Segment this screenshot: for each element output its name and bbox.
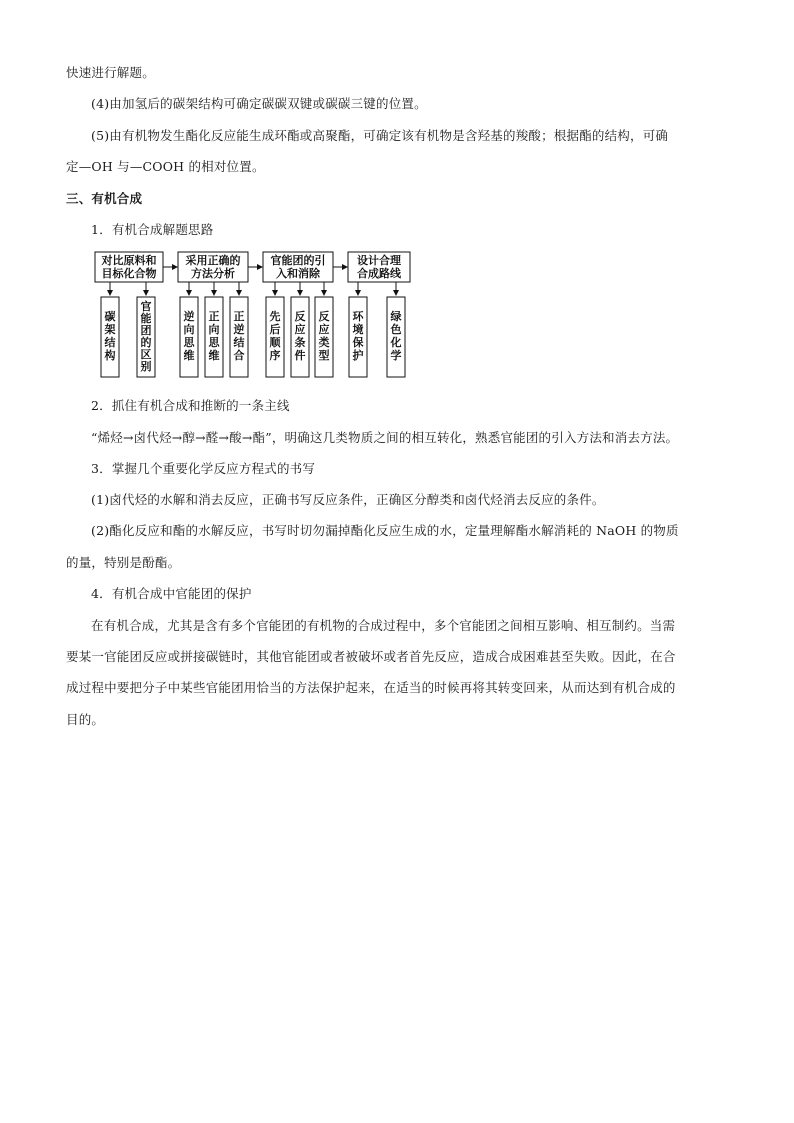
flow-step-2 [178, 252, 248, 282]
svg-text:的: 的 [140, 336, 152, 349]
svg-text:保: 保 [352, 336, 364, 349]
svg-text:化: 化 [390, 336, 402, 349]
svg-text:能: 能 [140, 312, 152, 325]
item-2-heading: 2．抓住有机合成和推断的一条主线 [91, 398, 290, 413]
flow-step-4-line2: 合成路线 [357, 267, 401, 280]
item-3-sub-2-line1: (2)酯化反应和酯的水解反应，书写时切勿漏掉酯化反应生成的水，定量理解酯水解消耗的 NaOH 的物质 [91, 523, 679, 538]
svg-text:型: 型 [318, 349, 330, 362]
svg-text:学: 学 [390, 349, 402, 362]
section-heading: 三、有机合成 [66, 191, 143, 206]
svg-text:件: 件 [294, 349, 306, 362]
svg-text:区: 区 [140, 348, 152, 361]
flow-step-1 [95, 252, 163, 282]
svg-text:结: 结 [233, 336, 245, 349]
svg-text:维: 维 [183, 349, 195, 362]
svg-text:思: 思 [183, 336, 195, 349]
flow-step-2-line2: 方法分析 [191, 267, 235, 280]
paragraph-item-5-line1: (5)由有机物发生酯化反应能生成环酯或高聚酯，可确定该有机物是含羟基的羧酸；根据酯的结构，可确 [91, 128, 669, 143]
svg-text:正: 正 [208, 310, 220, 323]
svg-text:官: 官 [140, 300, 152, 313]
svg-text:逆: 逆 [183, 310, 195, 323]
sub-box-order [266, 282, 284, 377]
svg-text:境: 境 [352, 323, 364, 336]
svg-text:序: 序 [269, 349, 281, 362]
item-4-line2: 要某一官能团反应或拼接碳链时，其他官能团或者被破坏或者首先反应，造成合成困难甚至失败。因此，在合 [66, 649, 676, 664]
flow-step-2-line1: 采用正确的 [185, 254, 241, 267]
sub-box-green-chemistry [387, 282, 405, 377]
svg-text:顺: 顺 [269, 336, 281, 349]
svg-text:护: 护 [352, 349, 364, 362]
svg-text:正: 正 [233, 310, 245, 323]
item-3-sub-2-line2: 的量，特别是酚酯。 [66, 555, 181, 570]
item-1-heading: 1．有机合成解题思路 [91, 222, 214, 237]
svg-text:应: 应 [318, 323, 330, 336]
item-4-heading: 4．有机合成中官能团的保护 [91, 586, 252, 601]
svg-text:结: 结 [104, 336, 116, 349]
svg-text:团: 团 [140, 324, 152, 337]
svg-text:类: 类 [318, 336, 330, 349]
svg-text:反: 反 [294, 310, 306, 323]
sub-box-forward-thinking [205, 282, 223, 377]
item-3-sub-1: (1)卤代烃的水解和消去反应，正确书写反应条件，正确区分醇类和卤代烃消去反应的条件。 [91, 492, 605, 507]
sub-box-combined-thinking [230, 282, 248, 377]
item-4-line3: 成过程中要把分子中某些官能团用恰当的方法保护起来，在适当的时候再将其转变回来，从而达到有机合成的 [66, 680, 676, 695]
svg-text:别: 别 [140, 360, 152, 373]
svg-text:绿: 绿 [390, 310, 402, 323]
svg-text:向: 向 [208, 323, 220, 336]
item-2-body: “烯烃→卤代烃→醇→醛→酸→酯”，明确这几类物质之间的相互转化，熟悉官能团的引入方法和消去方法。 [91, 430, 679, 445]
svg-text:后: 后 [269, 323, 281, 336]
svg-text:应: 应 [294, 323, 306, 336]
sub-box-environment [349, 282, 367, 377]
svg-text:架: 架 [104, 323, 116, 336]
item-4-line4: 目的。 [66, 712, 105, 727]
flow-step-4-line1: 设计合理 [357, 254, 401, 267]
sub-box-functional-group-difference [137, 282, 155, 377]
svg-text:先: 先 [269, 310, 281, 323]
paragraph-item-5-line2: 定—OH 与—COOH 的相对位置。 [66, 159, 265, 174]
svg-text:逆: 逆 [233, 323, 245, 336]
flow-step-1-line2: 目标化合物 [101, 267, 157, 280]
svg-text:思: 思 [208, 336, 220, 349]
flow-step-3-line2: 入和消除 [276, 267, 320, 280]
svg-text:环: 环 [352, 310, 364, 323]
svg-text:向: 向 [183, 323, 195, 336]
item-4-line1: 在有机合成，尤其是含有多个官能团的有机物的合成过程中，多个官能团之间相互影响、相互制约。当需 [91, 618, 676, 633]
svg-text:构: 构 [104, 349, 116, 362]
svg-text:维: 维 [208, 349, 220, 362]
sub-box-reaction-types [315, 282, 333, 377]
svg-text:色: 色 [390, 323, 402, 336]
flow-step-3 [263, 252, 333, 282]
svg-text:反: 反 [318, 310, 330, 323]
sub-box-reaction-conditions [291, 282, 309, 377]
flow-step-3-line1: 官能团的引 [270, 254, 326, 267]
flow-step-1-line1: 对比原料和 [101, 254, 157, 267]
sub-box-carbon-skeleton [101, 282, 119, 377]
paragraph-item-4: (4)由加氢后的碳架结构可确定碳碳双键或碳碳三键的位置。 [91, 96, 427, 111]
svg-text:合: 合 [233, 349, 245, 362]
svg-text:条: 条 [294, 336, 306, 349]
flow-step-4 [348, 252, 410, 282]
paragraph-continuation: 快速进行解题。 [66, 65, 155, 80]
item-3-heading: 3．掌握几个重要化学反应方程式的书写 [91, 461, 316, 476]
sub-box-reverse-thinking [180, 282, 198, 377]
svg-text:碳: 碳 [104, 310, 116, 323]
